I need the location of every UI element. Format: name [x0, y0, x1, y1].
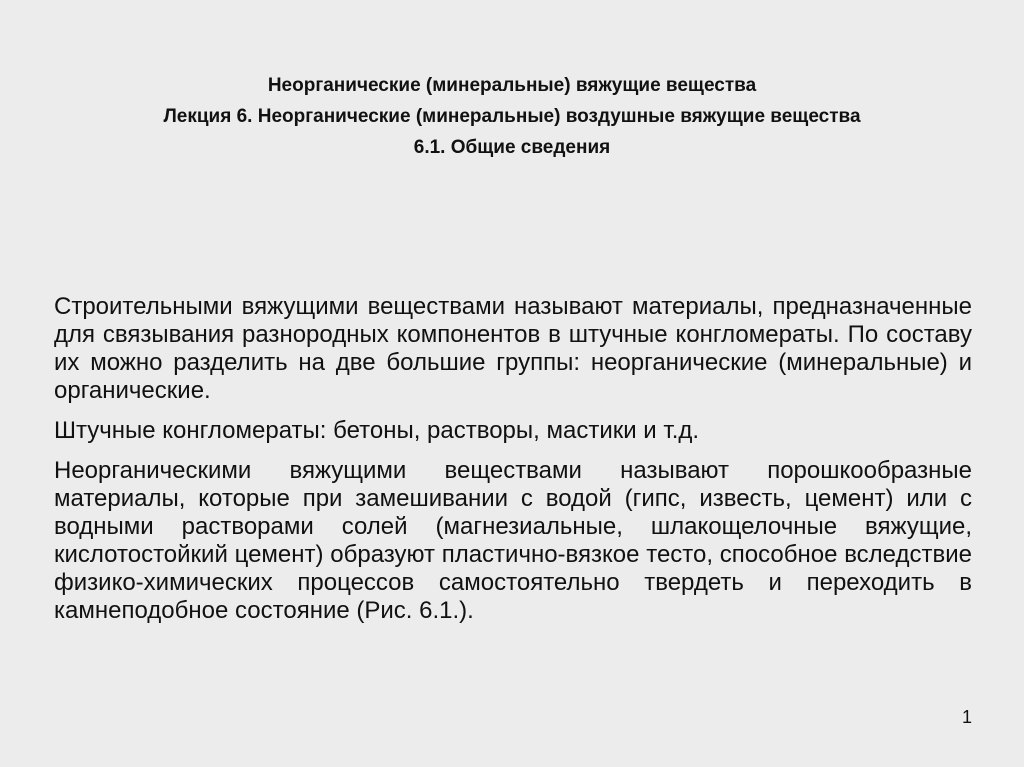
paragraph-conglomerates: Штучные конгломераты: бетоны, растворы, мастики и т.д. — [54, 417, 700, 444]
course-title: Неорганические (минеральные) вяжущие вещества — [267, 75, 757, 96]
title-block — [80, 70, 944, 163]
body-text — [54, 293, 972, 625]
paragraph-inorganic-binders: Неорганическими вяжущими веществами называют порошкообразные материалы, которые при замешивании с водой (гипс, известь, цемент) или с водными растворами солей (магнезиальные, шлакощелочные вяжущие, кислотостойкий цемент) образуют пластично-вязкое тесто, способное вследствие физико-химических процессов самостоятельно твердеть и переходить в камнеподобное состояние (Рис. 6.1.). — [54, 457, 972, 624]
section-title: 6.1. Общие сведения — [413, 137, 611, 158]
page-number: 1 — [961, 707, 972, 727]
paragraph-definition: Строительными вяжущими веществами называют материалы, предназначенные для связывания разнородных компонентов в штучные конгломераты. По составу их можно разделить на две большие группы: неорганические (минеральные) и органические. — [54, 293, 972, 404]
lecture-title: Лекция 6. Неорганические (минеральные) воздушные вяжущие вещества — [163, 106, 861, 127]
